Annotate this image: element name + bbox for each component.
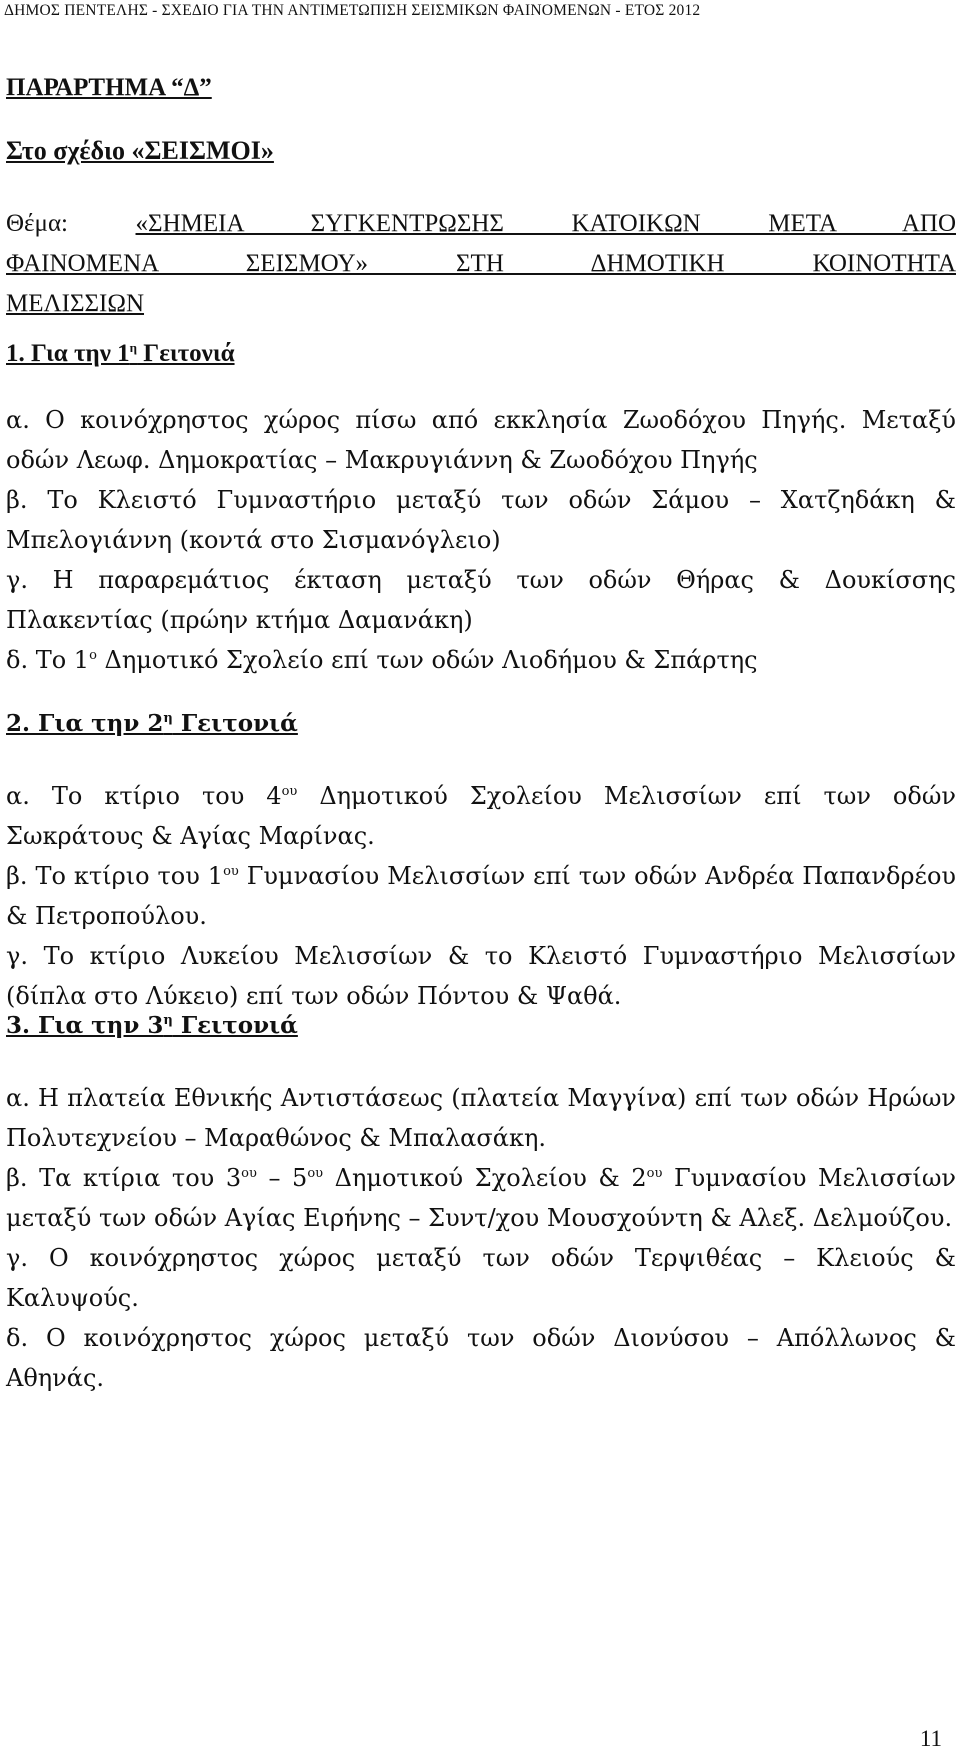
section-1-heading: 1. Για την $1^\eta$ Γειτονιά xyxy=(6,340,235,367)
theme-line-1 xyxy=(6,204,956,244)
item-1c: γ. Η παραρεμάτιος έκταση μεταξύ των οδών Θήρας & Δουκίσσης Πλακεντίας (πρώην κτήμα Δαμανάκη) xyxy=(6,566,956,634)
plan-title: Στο σχέδιο «ΣΕΙΣΜΟΙ» xyxy=(6,136,274,165)
item-2a: α. Το κτίριο του $4^{o\upsilon}$ Δημοτικού Σχολείου Μελισσίων επί των οδών Σωκράτους & Αγίας Μαρίνας. xyxy=(6,782,956,850)
item-2c: γ. Το κτίριο Λυκείου Μελισσίων & το Κλειστό Γυμναστήριο Μελισσίων (δίπλα στο Λύκειο) επί των οδών Πόντου & Ψαθά. xyxy=(6,942,956,1010)
theme-title-part-1: «ΣΗΜΕΙΑ ΣΥΓΚΕΝΤΡΩΣΗΣ ΚΑΤΟΙΚΩΝ ΜΕΤΑ ΑΠΟ xyxy=(135,210,956,237)
page-number: 11 xyxy=(919,1726,942,1751)
appendix-title: ΠΑΡΑΡΤΗΜΑ “Δ” xyxy=(6,74,212,101)
item-1b: β. Το Κλειστό Γυμναστήριο μεταξύ των οδών Σάμου – Χατζηδάκη & Μπελογιάννη (κοντά στο Σισμανόγλειο) xyxy=(6,486,956,554)
item-2b: β. Το κτίριο του $1^{o\upsilon}$ Γυμνασίου Μελισσίων επί των οδών Ανδρέα Παπανδρέου & Πετροπούλου. xyxy=(6,862,956,930)
item-3a: α. Η πλατεία Εθνικής Αντιστάσεως (πλατεία Μαγγίνα) επί των οδών Ηρώων Πολυτεχνείου – Μαραθώνος & Μπαλασάκη. xyxy=(6,1084,956,1152)
running-header: ΔΗΜΟΣ ΠΕΝΤΕΛΗΣ - ΣΧΕΔΙΟ ΓΙΑ ΤΗΝ ΑΝΤΙΜΕΤΩΠΙΣΗ ΣΕΙΣΜΙΚΩΝ ΦΑΙΝΟΜΕΝΩΝ - ΕΤΟΣ 2012 xyxy=(4,2,701,19)
theme-prefix: Θέμα: xyxy=(6,210,68,237)
section-2-heading: 2. Για την $2^\eta$ Γειτονιά xyxy=(6,710,298,737)
theme-line-3: ΜΕΛΙΣΣΙΩΝ xyxy=(6,290,145,317)
item-3c: γ. Ο κοινόχρηστος χώρος μεταξύ των οδών Τερψιθέας – Κλειούς & Καλυψούς. xyxy=(6,1244,956,1312)
item-3b: β. Τα κτίρια του $3^{o\upsilon} - 5^{o\upsilon}$ Δημοτικού Σχολείου & $2^{o\upsilon}$ Γυμνασίου Μελισσίων μεταξύ των οδών Αγίας Ειρήνης – Συντ/χου Μουσχούντη & Αλεξ. Δελμούζου. xyxy=(6,1164,957,1232)
theme-block xyxy=(6,204,956,324)
item-1a: α. Ο κοινόχρηστος χώρος πίσω από εκκλησία Ζωοδόχου Πηγής. Μεταξύ οδών Λεωφ. Δημοκρατίας – Μακρυγιάννη & Ζωοδόχου Πηγής xyxy=(6,406,956,474)
section-2-list xyxy=(6,776,956,1016)
item-1d: δ. Το $1^o$ Δημοτικό Σχολείο επί των οδών Λιοδήμου & Σπάρτης xyxy=(6,646,758,674)
section-3-list xyxy=(6,1078,956,1398)
section-3-heading: 3. Για την $3^\eta$ Γειτονιά xyxy=(6,1012,298,1039)
section-1-list xyxy=(6,400,956,680)
item-3d: δ. Ο κοινόχρηστος χώρος μεταξύ των οδών Διονύσου – Απόλλωνος & Αθηνάς. xyxy=(6,1324,956,1392)
theme-line-2: ΦΑΙΝΟΜΕΝΑ ΣΕΙΣΜΟΥ» ΣΤΗ ΔΗΜΟΤΙΚΗ ΚΟΙΝΟΤΗΤΑ xyxy=(6,250,956,277)
